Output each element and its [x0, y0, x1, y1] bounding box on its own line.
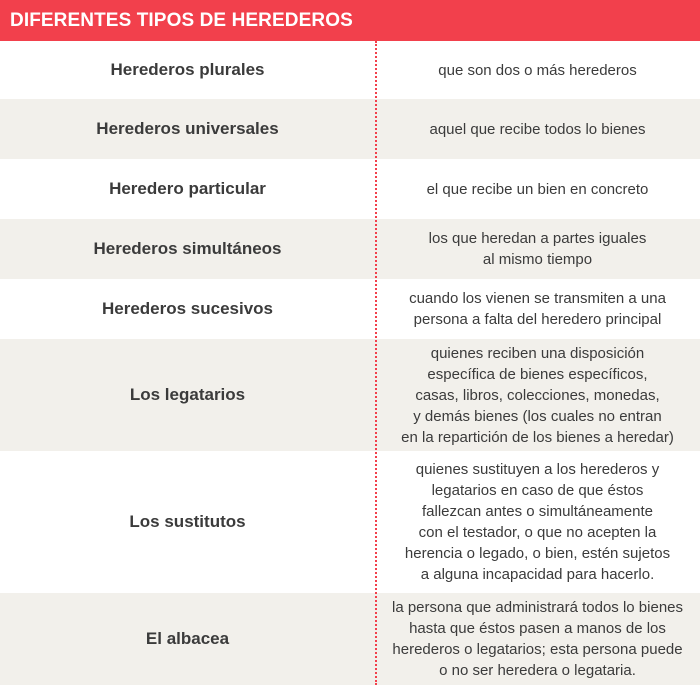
heirs-table [0, 41, 700, 685]
heir-type: Los legatarios [129, 385, 246, 404]
table-row [0, 219, 700, 279]
heir-description: el que recibe un bien en concreto [426, 180, 649, 198]
table-row [0, 99, 700, 159]
heir-type: Herederos simultáneos [93, 239, 282, 258]
heir-description: quienes reciben una disposición específica de bienes específicos, casas, libros, colecciones, monedas, y demás bienes (los cuales no entran en la repartición de los bienes a heredar) [401, 344, 674, 446]
heir-type: El albacea [145, 629, 230, 648]
table-row [0, 41, 700, 99]
table-title: DIFERENTES TIPOS DE HEREDEROS [0, 0, 700, 41]
heir-type: Los sustitutos [129, 512, 246, 531]
heir-type: Herederos plurales [110, 60, 265, 79]
heir-description: quienes sustituyen a los herederos y legatarios en caso de que éstos fallezcan antes o simultáneamente con el testador, o que no acepten la herencia o legado, o bien, estén sujetos a alguna incapacidad para hacerlo. [404, 461, 671, 583]
table-row [0, 159, 700, 219]
table-row [0, 279, 700, 339]
table-row [0, 593, 700, 685]
heir-type: Herederos universales [96, 119, 279, 138]
heir-description: cuando los vienen se transmiten a una persona a falta del heredero principal [409, 290, 666, 328]
heir-description: que son dos o más herederos [438, 61, 637, 79]
heir-description: aquel que recibe todos lo bienes [429, 120, 646, 138]
heir-description: la persona que administrará todos lo bienes hasta que éstos pasen a manos de los herederos o legatarios; esta persona puede o no ser heredera o legataria. [391, 599, 683, 679]
column-divider [375, 41, 377, 685]
table-row [0, 339, 700, 451]
table-row [0, 451, 700, 593]
heir-type: Heredero particular [109, 179, 266, 198]
heir-type: Herederos sucesivos [101, 299, 274, 318]
heir-description: los que heredan a partes iguales al mismo tiempo [428, 230, 647, 268]
